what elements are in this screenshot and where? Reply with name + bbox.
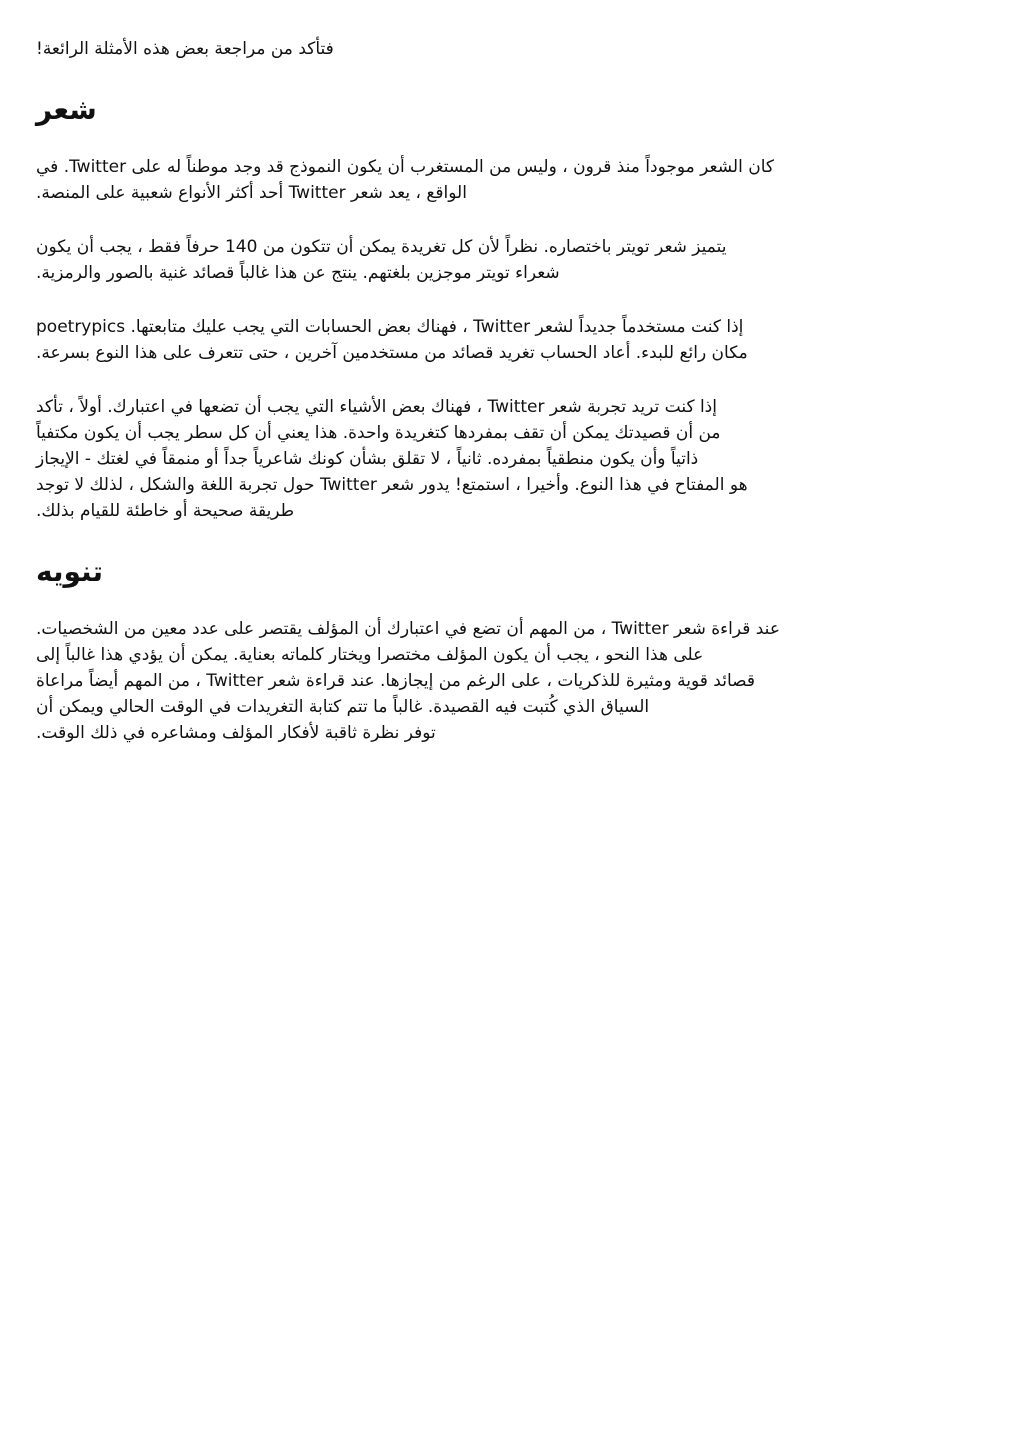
paragraph-poetry-accounts [36,314,978,366]
text-line: ذاتياً وأن يكون منطقياً بمفرده. ثانياً ، لا تقلق بشأن كونك شاعرياً جداً أو منمقاً في لغتك - الإيجاز [36,449,699,469]
text-line: فتأكد من مراجعة بعض هذه الأمثلة الرائعة! [36,39,334,59]
paragraph-poetry-brevity [36,234,978,286]
section-heading-poetry: شعر [36,93,97,126]
text-line: عند قراءة شعر Twitter ، من المهم أن تضع في اعتبارك أن المؤلف يقتصر على عدد معين من الشخصيات. [36,619,780,639]
text-line: الواقع ، يعد شعر Twitter أحد أكثر الأنواع شعبية على المنصة. [36,183,467,203]
text-line: إذا كنت مستخدماً جديداً لشعر Twitter ، فهناك بعض الحسابات التي يجب عليك متابعتها. poetrypics [36,317,744,337]
text-line: إذا كنت تريد تجربة شعر Twitter ، فهناك بعض الأشياء التي يجب أن تضعها في اعتبارك. أولاً ، تأكد [36,397,717,417]
intro-paragraph [36,36,978,62]
text-line: شعراء تويتر موجزين بلغتهم. ينتج عن هذا غالباً قصائد غنية بالصور والرمزية. [36,263,560,283]
text-line: هو المفتاح في هذا النوع. وأخيرا ، استمتع! يدور شعر Twitter حول تجربة اللغة والشكل ، لذلك لا توجد [36,475,748,495]
text-line: توفر نظرة ثاقبة لأفكار المؤلف ومشاعره في ذلك الوقت. [36,723,436,743]
text-line: كان الشعر موجوداً منذ قرون ، وليس من المستغرب أن يكون النموذج قد وجد موطناً له على Twitter. في [36,157,774,177]
paragraph-poetry-tips [36,394,978,524]
text-line: طريقة صحيحة أو خاطئة للقيام بذلك. [36,501,295,521]
text-line: على هذا النحو ، يجب أن يكون المؤلف مختصرا ويختار كلماته بعناية. يمكن أن يؤدي هذا غالباً إلى [36,645,704,665]
text-line: مكان رائع للبدء. أعاد الحساب تغريد قصائد من مستخدمين آخرين ، حتى تتعرف على هذا النوع بسرعة. [36,343,748,363]
section-heading-note: تنويه [36,555,103,588]
text-line: السياق الذي كُتبت فيه القصيدة. غالباً ما تتم كتابة التغريدات في الوقت الحالي ويمكن أن [36,697,650,717]
text-line: قصائد قوية ومثيرة للذكريات ، على الرغم من إيجازها. عند قراءة شعر Twitter ، من المهم أيضاً مراعاة [36,671,755,691]
text-line: من أن قصيدتك يمكن أن تقف بمفردها كتغريدة واحدة. هذا يعني أن كل سطر يجب أن يكون مكتفياً [36,423,721,443]
text-line: يتميز شعر تويتر باختصاره. نظراً لأن كل تغريدة يمكن أن تتكون من 140 حرفاً فقط ، يجب أن يكون [36,237,727,257]
paragraph-note [36,616,978,746]
paragraph-poetry-history [36,154,978,206]
